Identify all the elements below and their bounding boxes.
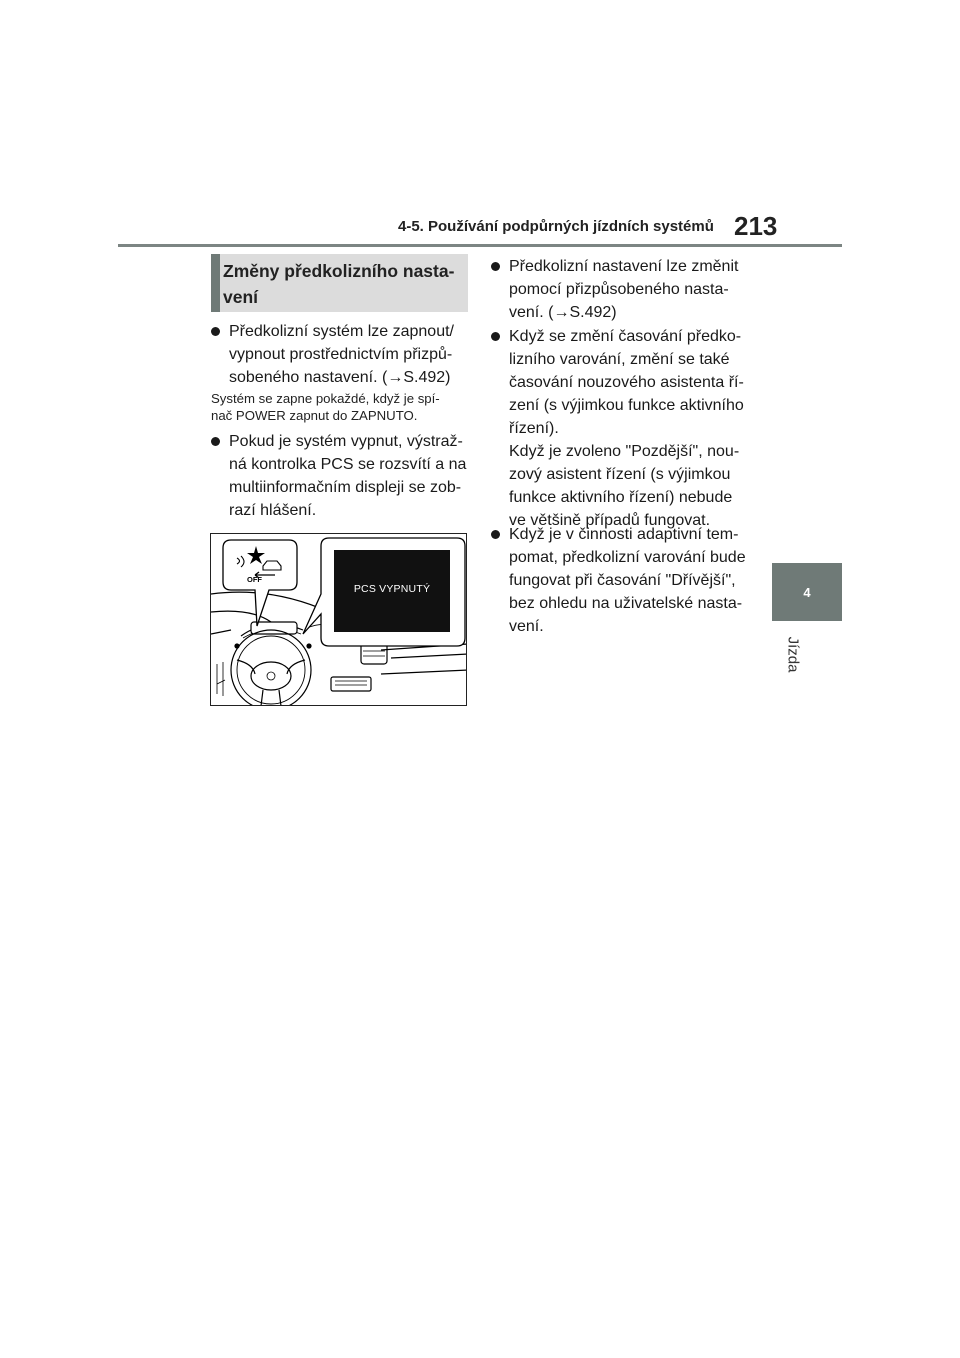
section-heading: [223, 258, 463, 310]
text-line: Systém se zapne pokaždé, když je spí-: [211, 391, 440, 406]
bullet-item: [211, 430, 471, 526]
text-line: vypnout prostřednictvím přizpů-: [229, 346, 453, 363]
text-line: pomocí přizpůsobeného nasta-: [509, 281, 729, 298]
text-line: zový asistent řízení (s výjimkou: [509, 466, 731, 483]
off-indicator-label: OFF: [247, 575, 262, 584]
heading-line-1: Změny předkolizního nasta-: [223, 261, 455, 281]
bullet-dot: [491, 262, 500, 271]
text-line: pomat, předkolizní varování bude: [509, 549, 746, 566]
bullet-dot: [211, 437, 220, 446]
text-line: řízení).: [509, 420, 559, 437]
text-line: vení. (→S.492): [509, 304, 617, 321]
text-line: multiinformačním displeji se zob-: [229, 479, 462, 496]
text-line: Když se změní časování předko-: [509, 328, 742, 345]
bullet-text: [229, 320, 454, 389]
text-line: razí hlášení.: [229, 502, 317, 519]
text-line: sobeného nastavení. (→S.492): [229, 369, 451, 386]
bullet-item: [211, 320, 471, 392]
bullet-text: [229, 430, 466, 522]
text-line: vení.: [509, 618, 544, 635]
note-text: [211, 390, 469, 424]
text-line: Když je zvoleno "Pozdější", nou-: [509, 443, 740, 460]
bullet-dot: [491, 530, 500, 539]
text-line: zení (s výjimkou funkce aktivního: [509, 397, 744, 414]
text-line: bez ohledu na uživatelské nasta-: [509, 595, 743, 612]
dashboard-illustration: [210, 533, 467, 706]
multi-information-display: [334, 550, 450, 632]
bullet-item: [491, 523, 761, 641]
bullet-text: [509, 255, 738, 324]
bullet-dot: [211, 327, 220, 336]
text-line: lizního varování, změní se také: [509, 351, 730, 368]
text-line: Předkolizní nastavení lze změnit: [509, 258, 739, 275]
header-divider: [118, 244, 842, 247]
chapter-label: [782, 630, 802, 680]
bullet-text: [509, 325, 744, 532]
display-message: PCS VYPNUTÝ: [353, 583, 431, 595]
page-number: 213: [734, 211, 778, 241]
chapter-number: 4: [803, 585, 811, 600]
section-heading-box: [211, 254, 468, 312]
text-line: ve většině případů fungovat.: [509, 512, 711, 529]
bullet-item: [491, 325, 761, 535]
text-line: Předkolizní systém lze zapnout/: [229, 323, 454, 340]
bullet-text: [509, 523, 746, 638]
text-line: fungovat při časování "Dřívější",: [509, 572, 736, 589]
text-line: Když je v činnosti adaptivní tem-: [509, 526, 739, 543]
text-line: Pokud je systém vypnut, výstraž-: [229, 433, 463, 450]
text-line: ná kontrolka PCS se rozsvítí a na: [229, 456, 467, 473]
text-line: nač POWER zapnut do ZAPNUTO.: [211, 408, 418, 423]
text-line: časování nouzového asistenta ří-: [509, 374, 744, 391]
heading-accent-bar: [211, 254, 220, 312]
section-title: 4-5. Používání podpůrných jízdních systémů: [398, 218, 714, 235]
chapter-label-text: Jízda: [784, 636, 802, 673]
bullet-item: [491, 255, 761, 327]
text-line: funkce aktivního řízení) nebude: [509, 489, 733, 506]
chapter-tab[interactable]: [772, 563, 842, 621]
heading-line-2: vení: [223, 287, 259, 307]
bullet-dot: [491, 332, 500, 341]
